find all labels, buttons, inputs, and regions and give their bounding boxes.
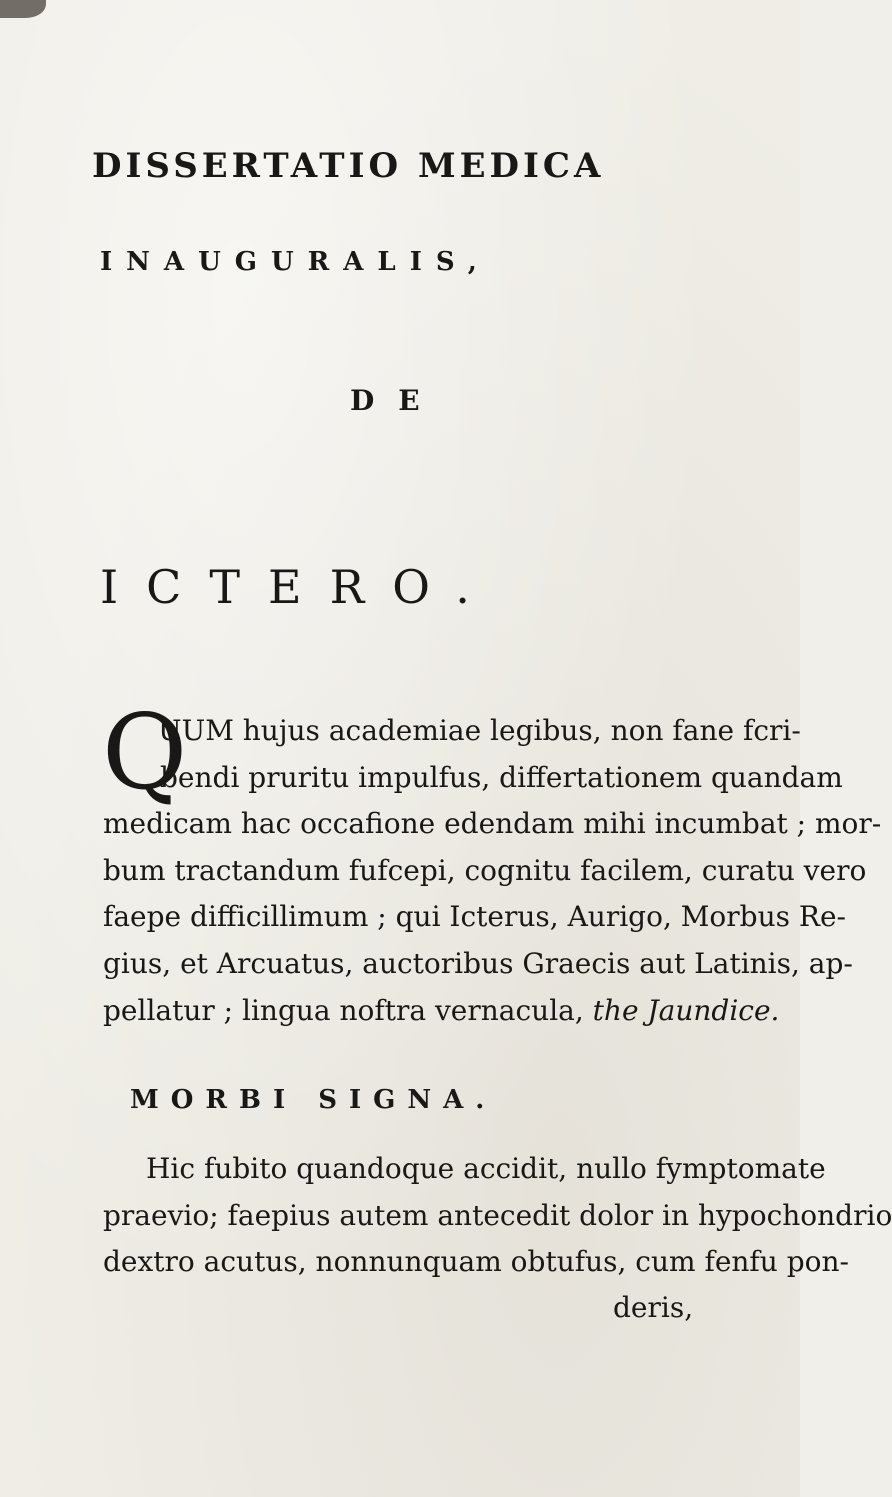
catchword: deris, xyxy=(613,1291,694,1324)
title-dissertatio-medica: DISSERTATIO MEDICA xyxy=(92,146,605,186)
opening-line-6: gius, et Arcuatus, auctoribus Graecis aut Latinis, ap- xyxy=(103,947,853,980)
page-edge-stain xyxy=(0,0,46,18)
opening-line-7 xyxy=(103,994,780,1027)
opening-line-1: UUM hujus academiae legibus, non fane fcri- xyxy=(158,714,801,747)
drop-cap: Q xyxy=(102,691,188,813)
section-line-2: praevio; faepius autem antecedit dolor in hypochondrio xyxy=(103,1199,892,1232)
section-heading: MORBI SIGNA. xyxy=(130,1085,497,1115)
title-ictero: ICTERO. xyxy=(100,560,498,614)
opening-line-5: faepe difficillimum ; qui Icterus, Aurigo, Morbus Re- xyxy=(103,900,847,933)
title-de: DE xyxy=(350,384,444,417)
opening-line-7-text: pellatur ; lingua noftra vernacula, xyxy=(103,994,593,1027)
opening-line-3: medicam hac occafione edendam mihi incumbat ; mor- xyxy=(103,807,882,840)
opening-line-4: bum tractandum fufcepi, cognitu facilem, curatu vero xyxy=(103,854,867,887)
section-line-1: Hic fubito quandoque accidit, nullo fymptomate xyxy=(146,1152,826,1185)
section-line-3: dextro acutus, nonnunquam obtufus, cum fenfu pon- xyxy=(103,1245,850,1278)
title-inauguralis: INAUGURALIS, xyxy=(100,247,491,277)
opening-line-7-italic: the Jaundice. xyxy=(592,994,780,1027)
opening-line-2: bendi pruritu impulfus, differtationem quandam xyxy=(160,761,843,794)
